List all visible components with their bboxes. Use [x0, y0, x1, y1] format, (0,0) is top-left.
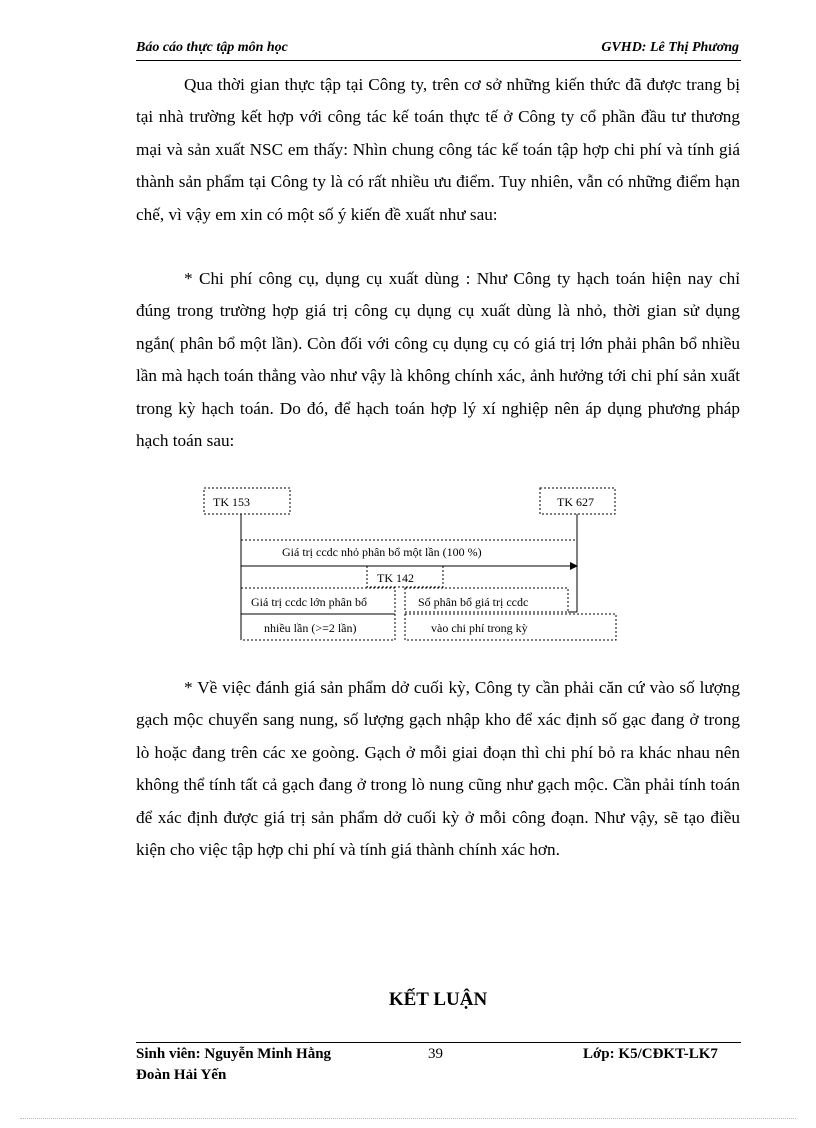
large-allocation-label-2: nhiều lần (>=2 lần): [264, 621, 357, 635]
tk153-label: TK 153: [213, 495, 250, 509]
page-number: 39: [428, 1046, 443, 1062]
large-allocation-label-1: Giá trị ccdc lớn phân bổ: [251, 595, 367, 609]
header-report-title: Báo cáo thực tập môn học: [136, 40, 288, 55]
tk142-label: TK 142: [377, 571, 414, 585]
footer-students: [136, 1044, 331, 1086]
period-cost-box: [405, 614, 616, 640]
tk627-box: [540, 488, 615, 514]
footer-divider: [136, 1042, 741, 1043]
header-supervisor: GVHD: Lê Thị Phương: [601, 40, 739, 55]
tk627-label: TK 627: [557, 495, 594, 509]
tk153-box: [204, 488, 290, 514]
paragraph-wip-valuation: * Về việc đánh giá sản phẩm dở cuối kỳ, Công ty cần phải căn cứ vào số lượng gạch mộc chuyển sang nung, số lượng gạch nhập kho để xác định số gạc đang ở trong lò hoặc đang trên các xe goòng. Gạch ở mỗi giai đoạn thì chi phí bỏ ra khác nhau nên không thể tính tất cả gạch đang ở trong lò nung cũng như gạch mộc. Cần phải tính toán để xác định được giá trị sản phẩm dở cuối kỳ ở mỗi công đoạn. Như vậy, sẽ tạo điều kiện cho việc tập hợp chi phí và tính giá thành chính xác hơn.: [136, 678, 740, 860]
period-allocation-label-1: Số phân bổ giá trị ccdc: [418, 595, 529, 609]
paragraph-intro: Qua thời gian thực tập tại Công ty, trên cơ sở những kiến thức đã được trang bị tại nhà trường kết hợp với công tác kế toán thực tế ở Công ty cổ phần đầu tư thương mại và sản xuất NSC em thấy: Nhìn chung công tác kế toán tập hợp chi phí và tính giá thành sản phẩm tại Công ty là có rất nhiều ưu điểm. Tuy nhiên, vẫn có những điểm hạn chế, vì vậy em xin có một số ý kiến đề xuất như sau:: [136, 75, 740, 224]
footer-student-line-1: Sinh viên: Nguyễn Minh Hằng: [136, 1046, 332, 1062]
footer-student-line-2: Đoàn Hải Yến: [136, 1067, 227, 1083]
page-header: [136, 36, 741, 61]
small-allocation-label: Giá trị ccdc nhỏ phân bổ một lần (100 %): [282, 545, 482, 559]
section-title-conclusion: KẾT LUẬN: [388, 989, 488, 1010]
period-allocation-label-2: vào chi phí trong kỳ: [431, 621, 528, 635]
large-allocation-box: [241, 588, 395, 640]
period-allocation-box: [405, 588, 568, 612]
paragraph-tool-costs: * Chi phí công cụ, dụng cụ xuất dùng : Như Công ty hạch toán hiện nay chỉ đúng trong trường hợp giá trị công cụ dụng cụ xuất dùng là nhỏ, thời gian sử dụng ngắn( phân bổ một lần). Còn đối với công cụ dụng cụ có giá trị lớn phải phân bổ nhiều lần mà hạch toán thẳng vào như vậy là không chính xác, ảnh hưởng tới chi phí sản xuất trong kỳ hạch toán. Do đó, để hạch toán hợp lý xí nghiệp nên áp dụng phương pháp hạch toán sau:: [136, 269, 740, 451]
footer-class: Lớp: K5/CĐKT-LK7: [583, 1046, 718, 1062]
page-bottom-border: [20, 1118, 796, 1119]
tk142-box: [367, 566, 443, 587]
